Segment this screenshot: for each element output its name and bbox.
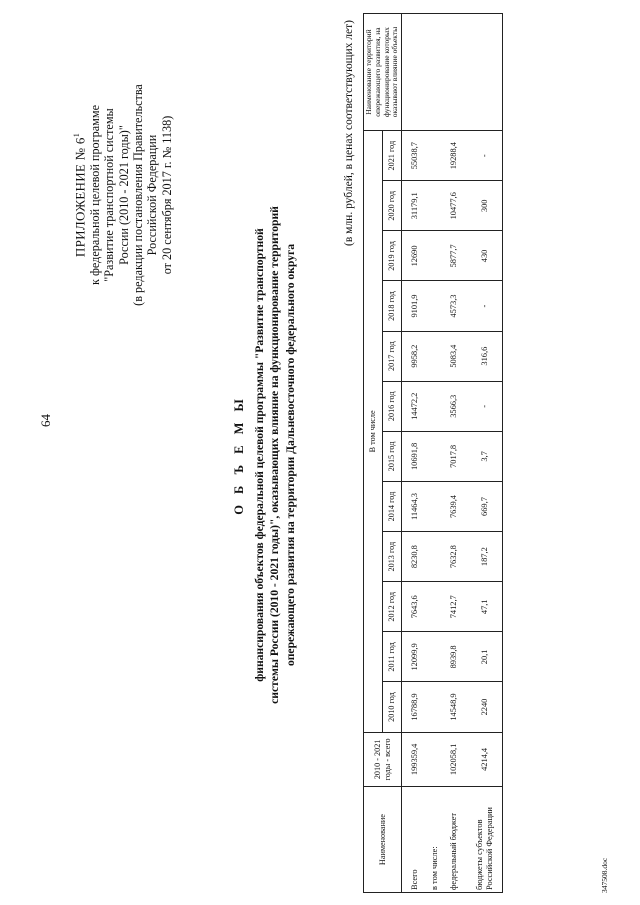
row-value: 55038,7 xyxy=(402,131,428,181)
appendix-line: Российской Федерации xyxy=(145,134,160,256)
header-name: Наименование xyxy=(364,787,402,893)
row-value xyxy=(428,532,442,582)
row-value: 3,7 xyxy=(467,431,503,481)
row-value: 19288,4 xyxy=(441,131,467,181)
row-total: 4214,4 xyxy=(467,732,503,787)
row-value: 7632,8 xyxy=(441,532,467,582)
row-value: 10691,8 xyxy=(402,431,428,481)
appendix-line: к федеральной целевой программе xyxy=(87,105,102,285)
row-value: 20,1 xyxy=(467,632,503,682)
row-value: 300 xyxy=(467,181,503,231)
row-value: 669,7 xyxy=(467,481,503,531)
row-value: 187,2 xyxy=(467,532,503,582)
header-year: 2017 год xyxy=(383,331,402,381)
heading-line: системы России (2010 - 2021 годы)", оказывающих влияние на функционирование территорий xyxy=(268,206,282,704)
row-territories xyxy=(428,14,442,131)
units-note: (в млн. рублей, в ценах соответствующих лет) xyxy=(343,20,355,246)
appendix-line: "Развитие транспортной системы xyxy=(102,108,117,282)
row-value: 5083,4 xyxy=(441,331,467,381)
appendix-title-sup: 1 xyxy=(72,132,81,138)
row-territories xyxy=(467,14,503,131)
row-value: 5877,7 xyxy=(441,231,467,281)
row-value: 7412,7 xyxy=(441,582,467,632)
row-name: бюджеты субъектов Российской Федерации xyxy=(467,787,503,893)
row-value: 11464,3 xyxy=(402,481,428,531)
row-total: 199359,4 xyxy=(402,732,428,787)
header-year: 2014 год xyxy=(383,481,402,531)
row-value: 430 xyxy=(467,231,503,281)
appendix-title xyxy=(70,25,88,365)
table-row xyxy=(441,14,467,893)
row-value xyxy=(428,682,442,732)
header-year: 2019 год xyxy=(383,231,402,281)
row-value: 12690 xyxy=(402,231,428,281)
row-value xyxy=(428,131,442,181)
row-total: 102058,1 xyxy=(441,732,467,787)
appendix-line: от 20 сентября 2017 г. № 1138) xyxy=(159,115,174,275)
header-year: 2015 год xyxy=(383,431,402,481)
header-year: 2013 год xyxy=(383,532,402,582)
document-filename: 347508.doc xyxy=(600,857,609,893)
row-value: 7639,4 xyxy=(441,481,467,531)
row-value: 16788,9 xyxy=(402,682,428,732)
row-territories xyxy=(402,14,428,131)
row-total xyxy=(428,732,442,787)
row-value: 2240 xyxy=(467,682,503,732)
row-value: 8939,8 xyxy=(441,632,467,682)
row-value: - xyxy=(467,381,503,431)
row-territories xyxy=(441,14,467,131)
row-value: 8230,8 xyxy=(402,532,428,582)
row-value xyxy=(428,431,442,481)
row-value: 14472,2 xyxy=(402,381,428,431)
table-header-row xyxy=(364,14,383,893)
heading-title: О Б Ъ Е М Ы xyxy=(232,395,246,515)
row-value xyxy=(428,632,442,682)
row-name: Всего xyxy=(402,787,428,893)
heading-line: опережающего развития на территории Дальневосточного федерального округа xyxy=(283,243,297,667)
table-row xyxy=(402,14,428,893)
row-value xyxy=(428,331,442,381)
row-value: 9101,9 xyxy=(402,281,428,331)
header-territories: Наименование территорий опережающего развития, на функционирование которых оказывают влияние объекты xyxy=(364,14,402,131)
row-value: 4573,3 xyxy=(441,281,467,331)
row-value xyxy=(428,381,442,431)
row-value xyxy=(428,181,442,231)
row-name: в том числе: xyxy=(428,787,442,893)
header-year: 2018 год xyxy=(383,281,402,331)
row-value: 10477,6 xyxy=(441,181,467,231)
header-year: 2010 год xyxy=(383,682,402,732)
table-row xyxy=(467,14,503,893)
appendix-block xyxy=(70,25,174,365)
document-heading xyxy=(232,45,298,865)
row-value: 14548,9 xyxy=(441,682,467,732)
row-value xyxy=(428,231,442,281)
row-value: 31179,1 xyxy=(402,181,428,231)
table-row xyxy=(428,14,442,893)
row-value: 7643,6 xyxy=(402,582,428,632)
row-value: 3566,3 xyxy=(441,381,467,431)
header-year: 2020 год xyxy=(383,181,402,231)
header-year: 2011 год xyxy=(383,632,402,682)
header-year: 2012 год xyxy=(383,582,402,632)
row-value: 12099,9 xyxy=(402,632,428,682)
appendix-line: России (2010 - 2021 годы)" xyxy=(116,125,131,265)
financing-table xyxy=(363,13,503,893)
page-number-text: 64 xyxy=(38,414,53,427)
row-value: 9958,2 xyxy=(402,331,428,381)
heading-line: финансирования объектов федеральной целевой программы "Развитие транспортной xyxy=(252,228,266,682)
row-value: 7017,8 xyxy=(441,431,467,481)
row-value: - xyxy=(467,131,503,181)
row-value: 47,1 xyxy=(467,582,503,632)
row-value: - xyxy=(467,281,503,331)
row-value: 316,6 xyxy=(467,331,503,381)
row-name: федеральный бюджет xyxy=(441,787,467,893)
row-value xyxy=(428,582,442,632)
header-year: 2016 год xyxy=(383,381,402,431)
row-value xyxy=(428,481,442,531)
appendix-title-text: ПРИЛОЖЕНИЕ № 6 xyxy=(72,137,88,258)
header-group: В том числе xyxy=(364,131,383,733)
row-value xyxy=(428,281,442,331)
header-year: 2021 год xyxy=(383,131,402,181)
header-total: 2010 - 2021 годы - всего xyxy=(364,732,402,787)
appendix-line: (в редакции постановления Правительства xyxy=(130,84,145,306)
